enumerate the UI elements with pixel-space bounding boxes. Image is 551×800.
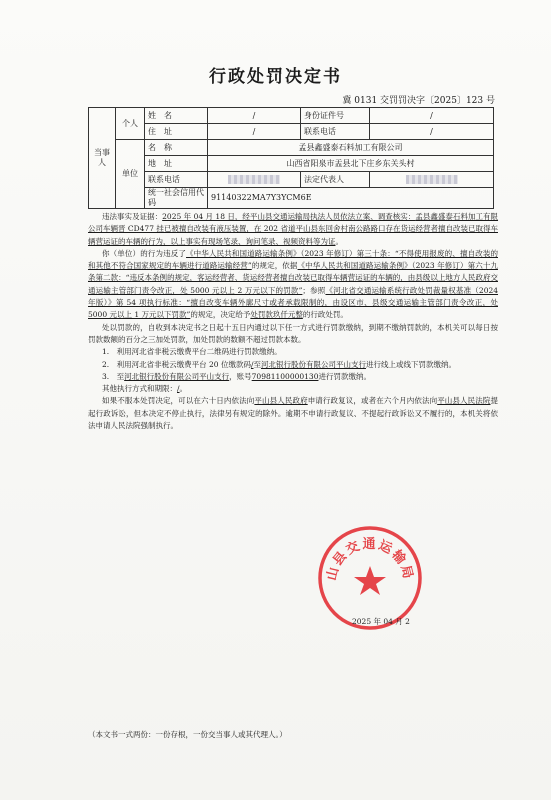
- unit-address-label: 地 址: [145, 156, 208, 172]
- penalty-basis: 《中华人民共和国道路运输条例》（2023 年修订）第六十九条第二款：“违反本条例的规定，客运经营者、货运经营者擅自改装已取得车辆营运证的车辆的，由县级以上地方人民政府交通运输主管部门责令改正，处 5000 元以上 2 万元以下的罚款”: [88, 261, 498, 295]
- unit-name-label: 名 称: [145, 140, 208, 156]
- unit-phone-label: 联系电话: [145, 172, 208, 188]
- legal-rep-value: [370, 172, 494, 188]
- other-methods-end: 。: [179, 384, 188, 394]
- seal-text: 山县交通运输局: [324, 537, 416, 583]
- basis-intro: 的规定，依据: [251, 261, 298, 271]
- reference-intro: ；参照: [302, 285, 326, 295]
- option3-text: 3. 至: [102, 371, 125, 381]
- payment-option-3: [88, 371, 498, 383]
- paragraph-appeal: [88, 395, 498, 432]
- phone-label: 联系电话: [301, 124, 370, 140]
- redacted-block: [406, 175, 458, 184]
- idcard-label: 身份证件号: [301, 108, 370, 124]
- phone-value: /: [370, 124, 494, 140]
- facts-detail: 孟县鑫盛泰石料加工有限公司车辆晋 CD477 挂已被擅自改装有液压装置，在 202 省道平山县东回舍村南公路路口存在货运经营者擅自改装已取得车辆营运证的车辆的行为，以上事实有现场笔录、询问笔录、视频资料等为证: [88, 212, 499, 246]
- account-label: ，账号: [229, 371, 252, 381]
- option2-text: 2. 利用河北省非税云缴费平台 20 位缴款码: [102, 359, 251, 369]
- option2-end: 进行线上或线下罚款缴纳。: [366, 359, 456, 369]
- penalty-amount: 处罚款玖仟元整: [250, 310, 303, 320]
- payment-option-1: 1. 利用河北省非税云缴费平台二维码进行罚款缴纳。: [102, 347, 282, 357]
- facts-heading: 违法事实及证据：: [102, 212, 163, 221]
- individual-label: 个人: [116, 108, 145, 140]
- unit-address-value: 山西省阳泉市盂县北下庄乡东关头村: [208, 156, 494, 172]
- unit-name-value: 孟县鑫盛泰石料加工有限公司: [208, 140, 494, 156]
- document-number: 冀 0131 交罚罚决字〔2025〕123 号: [342, 96, 495, 106]
- paragraph-violation: [88, 248, 498, 322]
- document-body: [88, 211, 498, 432]
- other-methods: [88, 383, 498, 395]
- other-methods-label: 其他执行方式和期限：: [102, 384, 177, 394]
- appeal-mid: 申请行政复议，或者在六个月内依法向: [307, 396, 438, 406]
- unit-phone-value: [208, 172, 301, 188]
- address-label: 住 址: [145, 124, 208, 140]
- credit-code-label: 统一社会信用代码: [145, 188, 208, 209]
- credit-code-value: 91140322MA7Y3YCM6E: [208, 188, 494, 209]
- bank-name: 河北银行股份有限公司平山支行: [261, 359, 366, 369]
- facts-end: 。: [335, 236, 343, 246]
- idcard-value: /: [370, 108, 494, 124]
- discretion-standard: 《河北省交通运输系统行政处罚裁量权基准（2024 年版）》第 54 项执行标准：“擅自改变车辆外廓尺寸或者承载限制的，由设区市、县级交通运输主管部门责令改正，处 5000 元以上 1 万元以下罚款”: [88, 285, 499, 320]
- violated-regulation: 《中华人民共和国道路运输条例》（2023 年修订）第三十条：“不得使用报废的、擅自改装的和其他不符合国家规定的车辆进行道路运输经营”: [88, 248, 498, 271]
- facts-intro: 2025 年 04 月 18 日，经平山县交通运输局执法人员依法立案、调查核实：: [162, 212, 416, 221]
- paragraph-facts: [88, 211, 498, 248]
- court-name: 平山县人民法院: [437, 396, 491, 406]
- account-number: 70981100000130: [251, 371, 319, 381]
- review-authority: 平山县人民政府: [254, 396, 308, 406]
- decision-date: 2025 年 04 月 2: [352, 617, 410, 626]
- payment-option-2: [88, 359, 498, 371]
- party-label: 当事人: [89, 108, 116, 209]
- payment-code: /: [250, 359, 254, 369]
- unit-label: 单位: [116, 140, 145, 209]
- document-title: 行政处罚决定书: [209, 67, 342, 87]
- footer-note: （本文书一式两份：一份存根，一份交当事人或其代理人。）: [88, 730, 287, 739]
- name-value: /: [208, 108, 301, 124]
- redacted-block: [228, 175, 280, 184]
- option3-end: 进行罚款缴纳。: [318, 371, 371, 381]
- decision-intro: 的规定，决定给予: [190, 310, 251, 320]
- address-value: /: [208, 124, 301, 140]
- violation-intro: 你（单位）的行为违反了: [102, 248, 187, 258]
- option2-to: 至: [253, 359, 261, 369]
- bank-name: 河北银行股份有限公司平山支行: [124, 371, 230, 381]
- decision-end: 的行政处罚。: [302, 310, 348, 320]
- name-label: 姓 名: [145, 108, 208, 124]
- legal-rep-label: 法定代表人: [301, 172, 370, 188]
- other-methods-value: /: [177, 384, 180, 394]
- appeal-end: 提起行政诉讼，但本决定不停止执行，法律另有规定的除外。逾期不申请行政复议、不提起行政诉讼又不履行的，本机关将依法申请人民法院强制执行。: [88, 396, 499, 431]
- appeal-intro: 如果不服本处罚决定，可以在六十日内依法向: [102, 396, 255, 406]
- paragraph-payment-deadline: 处以罚款的，自收到本决定书之日起十五日内通过以下任一方式进行罚款缴纳，到期不缴纳罚款的，本机关可以每日按罚款数额的百分之三加处罚款，加处罚款的数额不超过罚款本数。: [88, 322, 498, 344]
- party-info-table: [88, 107, 494, 209]
